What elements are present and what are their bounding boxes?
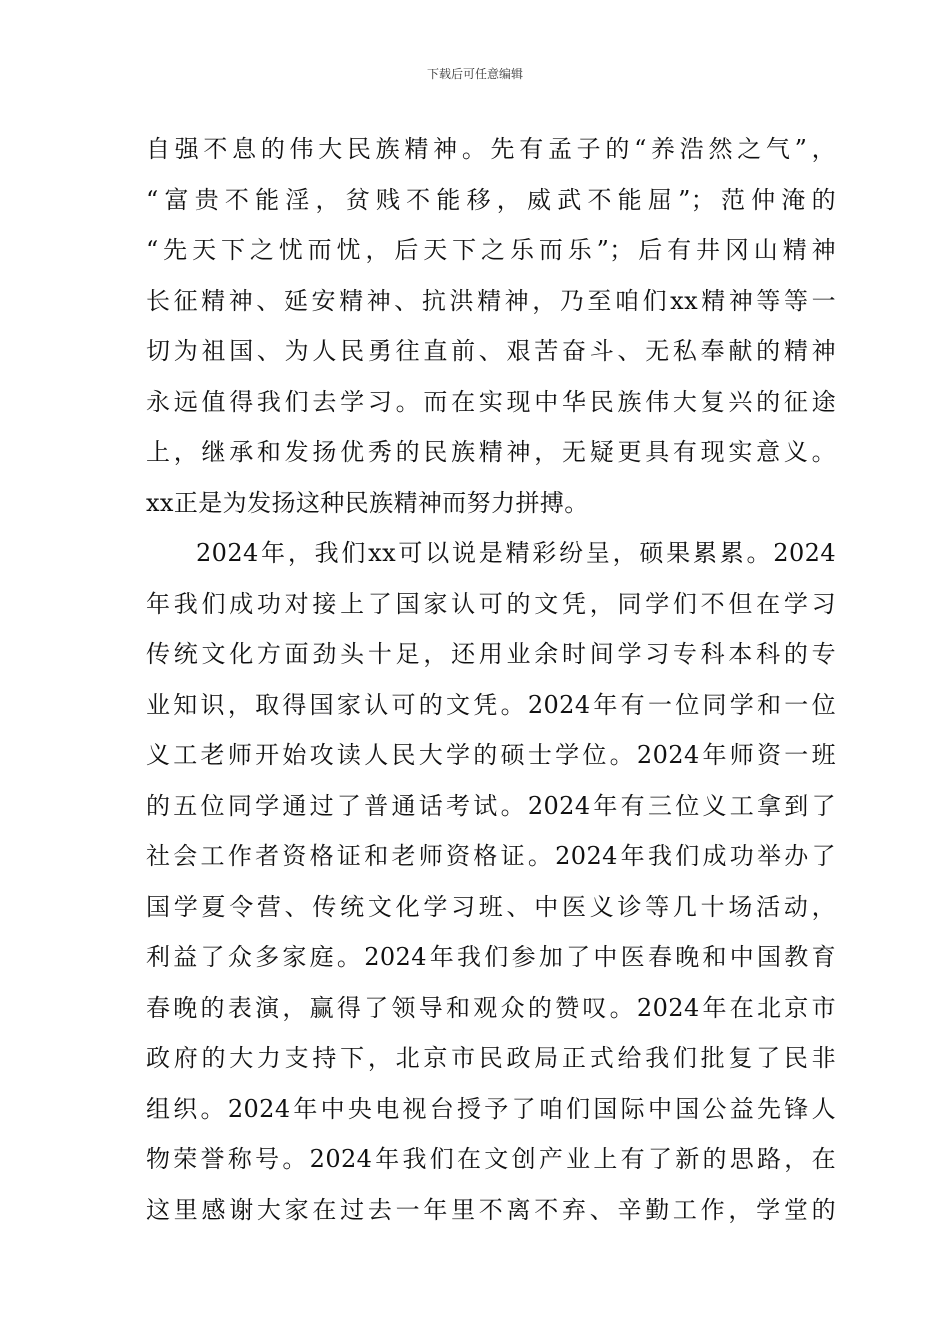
text-line: “富贵不能淫，贫贱不能移，威武不能屈”；范仲淹的	[146, 185, 836, 214]
text-line: 上，继承和发扬优秀的民族精神，无疑更具有现实意义。	[146, 438, 836, 466]
text-line: 物荣誉称号。2024年我们在文创产业上有了新的思路，在	[146, 1145, 836, 1173]
text-line: 春晚的表演，赢得了领导和观众的赞叹。2024年在北京市	[146, 993, 836, 1022]
paragraph-1	[146, 124, 836, 528]
text-line: 社会工作者资格证和老师资格证。2024年我们成功举办了	[146, 842, 836, 870]
text-line: 切为祖国、为人民勇往直前、艰苦奋斗、无私奉献的精神	[146, 337, 836, 365]
page-header: 下载后可任意编辑	[426, 67, 523, 81]
text-line: 长征精神、延安精神、抗洪精神，乃至咱们xx精神等等一	[146, 286, 836, 315]
text-line: 传统文化方面劲头十足，还用业余时间学习专科本科的专	[146, 640, 836, 668]
text-line: 组织。2024年中央电视台授予了咱们国际中国公益先锋人	[146, 1094, 836, 1123]
text-line: xx正是为发扬这种民族精神而努力拼搏。	[146, 488, 589, 517]
text-line: 政府的大力支持下，北京市民政局正式给我们批复了民非	[146, 1044, 836, 1072]
text-line: 这里感谢大家在过去一年里不离不弃、辛勤工作，学堂的	[146, 1195, 836, 1224]
text-line: 利益了众多家庭。2024年我们参加了中医春晚和中国教育	[146, 943, 836, 971]
text-line: 义工老师开始攻读人民大学的硕士学位。2024年师资一班	[146, 741, 836, 769]
text-line: 自强不息的伟大民族精神。先有孟子的“养浩然之气”，	[146, 135, 836, 163]
text-line: 年我们成功对接上了国家认可的文凭，同学们不但在学习	[146, 589, 836, 618]
text-line: 业知识，取得国家认可的文凭。2024年有一位同学和一位	[146, 690, 836, 719]
document-body	[146, 124, 836, 1235]
text-line: 的五位同学通过了普通话考试。2024年有三位义工拿到了	[146, 791, 836, 820]
text-line: 国学夏令营、传统文化学习班、中医义诊等几十场活动，	[146, 892, 836, 921]
text-line: 永远值得我们去学习。而在实现中华民族伟大复兴的征途	[146, 387, 836, 416]
text-line-indented: 2024年，我们xx可以说是精彩纷呈，硕果累累。2024	[196, 539, 836, 567]
paragraph-2	[146, 528, 836, 1235]
text-line: “先天下之忧而忧，后天下之乐而乐”；后有井冈山精神	[146, 236, 836, 264]
